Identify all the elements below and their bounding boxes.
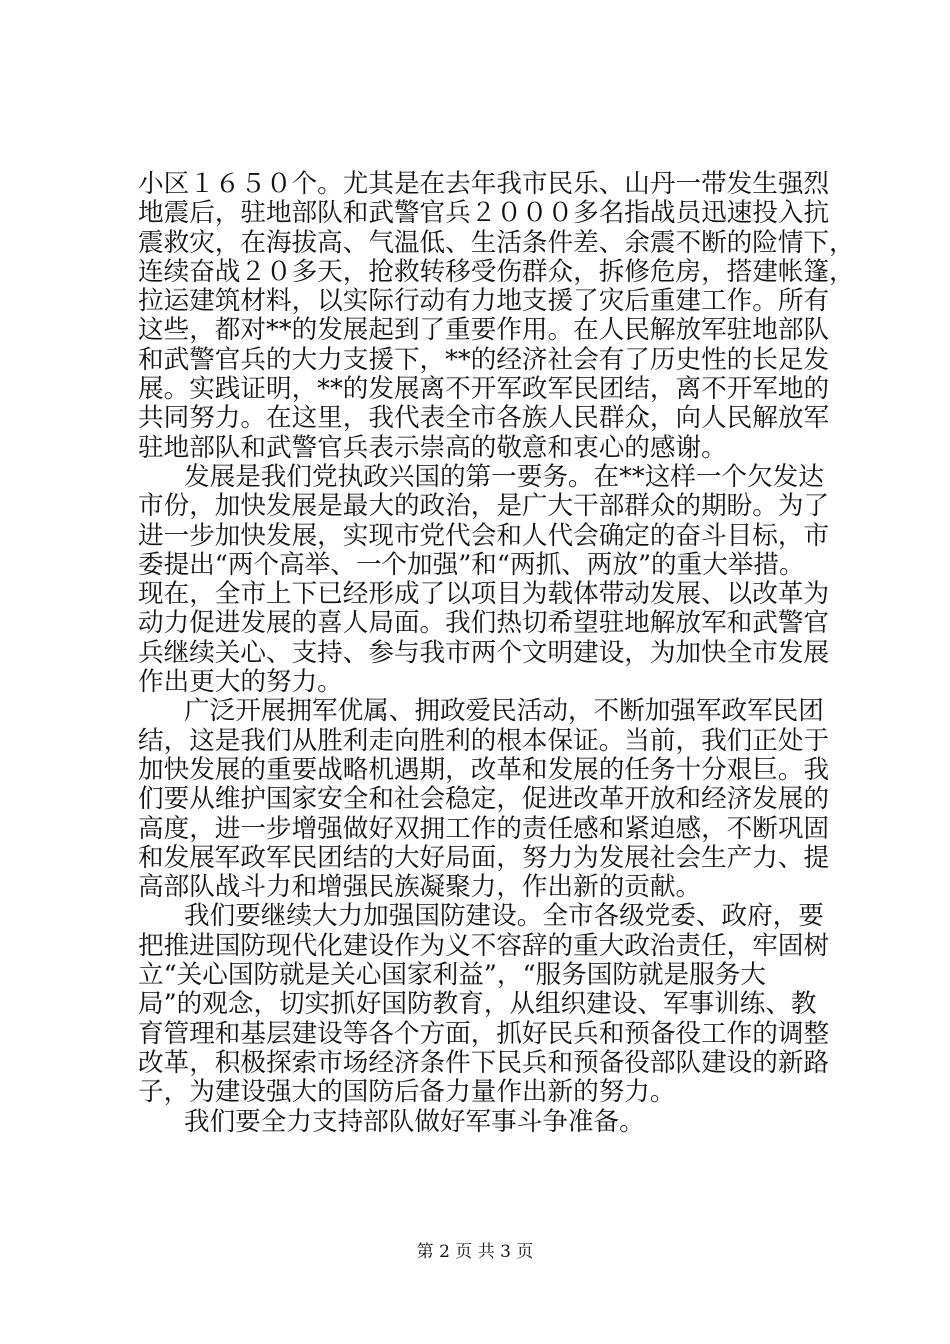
text-line: 市份，加快发展是最大的政治，是广大干部群众的期盼。为了	[138, 491, 830, 522]
text-line: 共同努力。在这里，我代表全市各族人民群众，向人民解放军	[138, 403, 830, 434]
text-line: 这些，都对**的发展起到了重要作用。在人民解放军驻地部队	[138, 315, 830, 346]
paragraph	[138, 697, 838, 902]
page-footer	[0, 1242, 950, 1262]
text-line: 结，这是我们从胜利走向胜利的根本保证。当前，我们正处于	[138, 725, 830, 756]
text-line: 和发展军政军民团结的大好局面，努力为发展社会生产力、提	[138, 842, 830, 873]
text-line: 立“关心国防就是关心国家利益”，“服务国防就是服务大	[138, 960, 766, 991]
text-line: 我们要继续大力加强国防建设。全市各级党委、政府，要	[184, 901, 824, 932]
text-line: 委提出“两个高举、一个加强”和“两抓、两放”的重大举措。	[138, 549, 805, 580]
text-line: 小区１６５０个。尤其是在去年我市民乐、山丹一带发生强烈	[138, 169, 830, 199]
text-line: 现在，全市上下已经形成了以项目为载体带动发展、以改革为	[138, 579, 830, 610]
text-line: 广泛开展拥军优属、拥政爱民活动，不断加强军政军民团	[184, 696, 824, 727]
document-body	[138, 169, 855, 1137]
text-line: 们要从维护国家安全和社会稳定，促进改革开放和经济发展的	[138, 784, 830, 815]
text-line: 高度，进一步增强做好双拥工作的责任感和紧迫感，不断巩固	[138, 813, 830, 844]
text-line: 高部队战斗力和增强民族凝聚力，作出新的贡献。	[138, 872, 702, 903]
text-line: 动力促进发展的喜人局面。我们热切希望驻地解放军和武警官	[138, 608, 830, 639]
paragraph	[138, 1108, 838, 1137]
text-line: 地震后，驻地部队和武警官兵２０００多名指战员迅速投入抗	[138, 198, 830, 229]
text-line: 子，为建设强大的国防后备力量作出新的努力。	[138, 1077, 676, 1108]
text-line: 驻地部队和武警官兵表示崇高的敬意和衷心的感谢。	[138, 432, 727, 463]
text-line: 进一步加快发展，实现市党代会和人代会确定的奋斗目标，市	[138, 520, 830, 551]
paragraph	[138, 463, 838, 697]
text-line: 局”的观念，切实抓好国防教育，从组织建设、军事训练、教	[138, 989, 817, 1020]
text-line: 加快发展的重要战略机遇期，改革和发展的任务十分艰巨。我	[138, 754, 830, 785]
text-line: 我们要全力支持部队做好军事斗争准备。	[184, 1106, 645, 1137]
text-line: 育管理和基层建设等各个方面，抓好民兵和预备役工作的调整	[138, 1018, 830, 1049]
text-line: 连续奋战２０多天，抢救转移受伤群众，拆修危房，搭建帐篷，	[138, 256, 855, 287]
text-line: 兵继续关心、支持、参与我市两个文明建设，为加快全市发展	[138, 637, 830, 668]
text-line: 震救灾，在海拔高、气温低、生活条件差、余震不断的险情下，	[138, 227, 855, 258]
text-line: 拉运建筑材料，以实际行动有力地支援了灾后重建工作。所有	[138, 286, 830, 317]
text-line: 展。实践证明，**的发展离不开军政军民团结，离不开军地的	[138, 374, 830, 405]
paragraph	[138, 169, 855, 463]
text-line: 和武警官兵的大力支援下，**的经济社会有了历史性的长足发	[138, 344, 830, 375]
page-number-label: 第 2 页 共 3 页	[416, 1242, 534, 1262]
text-line: 作出更大的努力。	[138, 667, 343, 698]
paragraph	[138, 902, 838, 1107]
text-line: 把推进国防现代化建设作为义不容辞的重大政治责任，牢固树	[138, 930, 830, 961]
text-line: 改革，积极探索市场经济条件下民兵和预备役部队建设的新路	[138, 1047, 830, 1078]
text-line: 发展是我们党执政兴国的第一要务。在**这样一个欠发达	[184, 461, 824, 492]
